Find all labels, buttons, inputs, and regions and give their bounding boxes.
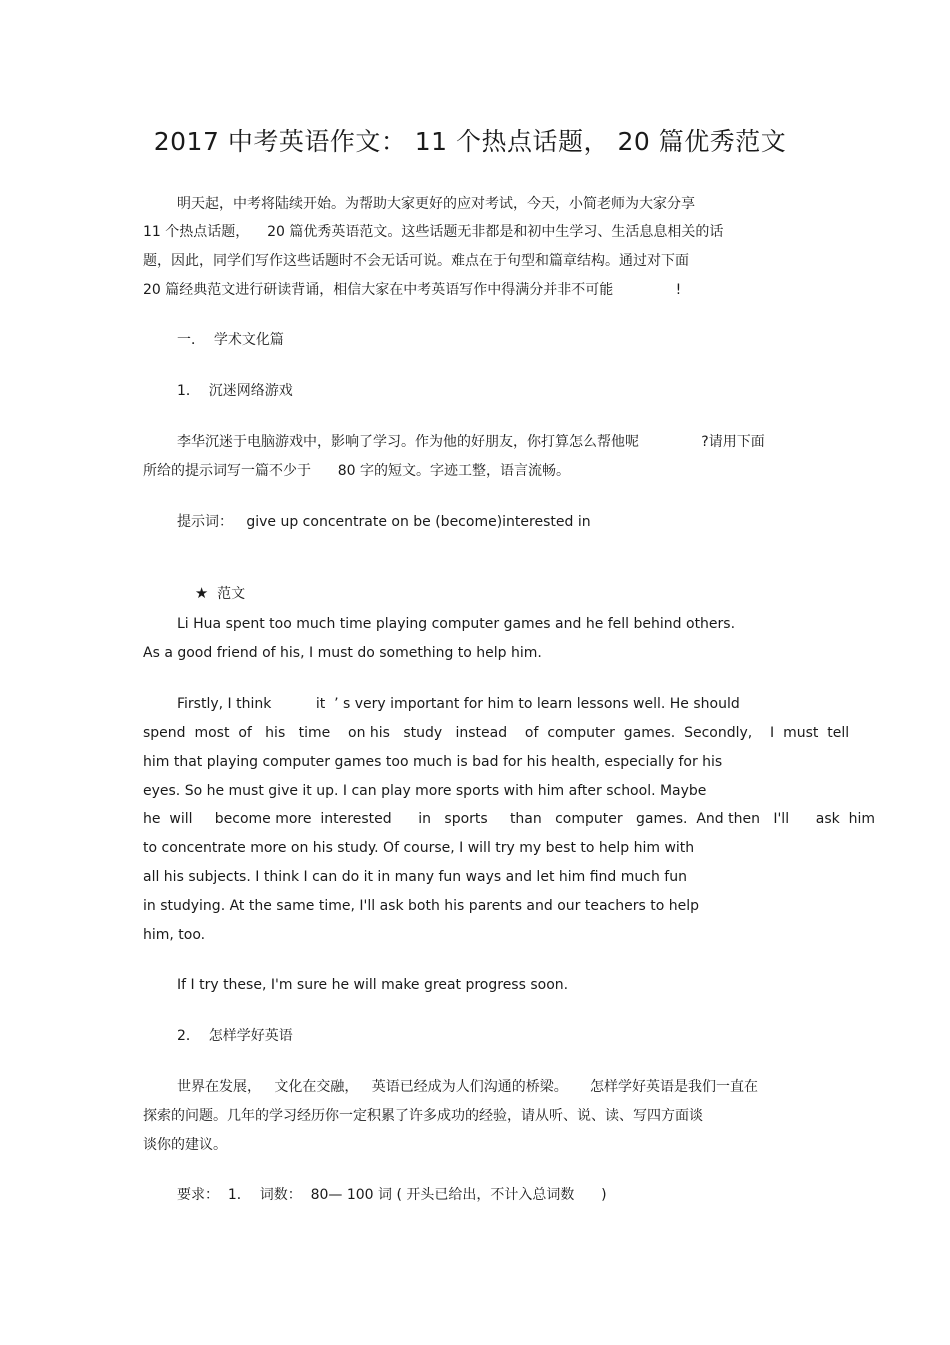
- hint-words: 提示词： give up concentrate on be (become)interested in: [177, 514, 591, 530]
- essay-line: Firstly, I think it ’ s very important for him to learn lessons well. He should: [177, 696, 740, 712]
- essay-line: If I try these, I'm sure he will make great progress soon.: [177, 977, 569, 993]
- intro-line: 明天起，中考将陆续开始。为帮助大家更好的应对考试，今天，小简老师为大家分享: [177, 196, 695, 212]
- essay-line: spend most of his time on his study instead of computer games. Secondly, I must tell: [143, 725, 850, 741]
- essay-line: he will become more interested in sports than computer games. And then I'll ask him: [143, 811, 876, 827]
- essay-line: him that playing computer games too much is bad for his health, especially for his: [143, 754, 723, 770]
- intro-line: 题，因此，同学们写作这些话题时不会无话可说。难点在于句型和篇章结构。通过对下面: [143, 253, 689, 269]
- model-label-text: 范文: [217, 586, 246, 602]
- intro-line: 20 篇经典范文进行研读背诵，相信大家在中考英语写作中得满分并非不可能 !: [143, 282, 682, 298]
- essay-line: eyes. So he must give it up. I can play more sports with him after school. Maybe: [143, 783, 707, 799]
- essay-line: to concentrate more on his study. Of course, I will try my best to help him with: [143, 840, 695, 856]
- essay-line: him, too.: [143, 927, 206, 943]
- essay-line: all his subjects. I think I can do it in many fun ways and let him find much fun: [143, 869, 687, 885]
- topic-prompt-line: 谈你的建议。: [143, 1137, 227, 1153]
- topic-prompt-line: 李华沉迷于电脑游戏中，影响了学习。作为他的好朋友，你打算怎么帮他呢 ?请用下面: [177, 434, 765, 450]
- essay-line: Li Hua spent too much time playing computer games and he fell behind others.: [177, 616, 736, 632]
- intro-line: 11 个热点话题， 20 篇优秀英语范文。这些话题无非都是和初中生学习、生活息息相关的话: [143, 224, 724, 240]
- page-title: 2017 中考英语作文： 11 个热点话题， 20 篇优秀范文: [153, 127, 787, 156]
- topic-prompt-line: 探索的问题。几年的学习经历你一定积累了许多成功的经验，请从听、说、读、写四方面谈: [143, 1108, 703, 1124]
- requirement-line: 要求： 1． 词数： 80— 100 词 ( 开头已给出，不计入总词数 ): [177, 1187, 607, 1203]
- section-heading: 一． 学术文化篇: [177, 332, 284, 348]
- topic-prompt-line: 所给的提示词写一篇不少于 80 字的短文。字迹工整，语言流畅。: [143, 463, 570, 479]
- topic-heading: 1． 沉迷网络游戏: [177, 383, 293, 399]
- essay-line: in studying. At the same time, I'll ask both his parents and our teachers to help: [143, 898, 700, 914]
- topic-heading: 2． 怎样学好英语: [177, 1028, 293, 1044]
- essay-line: As a good friend of his, I must do something to help him.: [143, 645, 542, 661]
- star-icon: ★: [194, 584, 209, 602]
- topic-prompt-line: 世界在发展， 文化在交融， 英语已经成为人们沟通的桥梁。 怎样学好英语是我们一直在: [177, 1079, 758, 1095]
